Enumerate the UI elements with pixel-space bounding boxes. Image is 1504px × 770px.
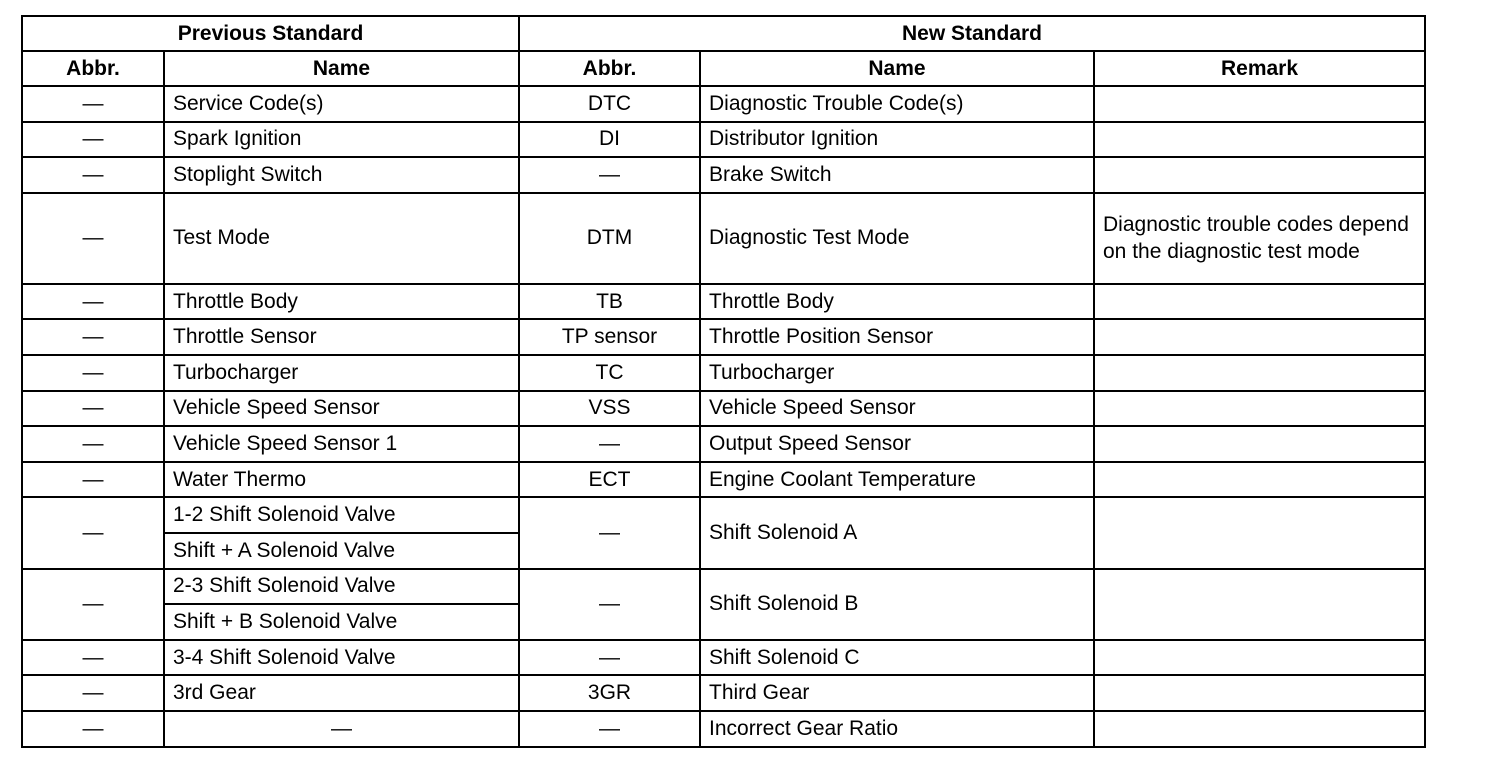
new-name-cell: Throttle Body xyxy=(700,284,1094,320)
table-row xyxy=(22,86,1425,122)
prev-abbr-cell: — xyxy=(22,569,164,640)
prev-name-cell: 2-3 Shift Solenoid Valve xyxy=(164,569,519,605)
table-row xyxy=(22,426,1425,462)
table-row xyxy=(22,319,1425,355)
prev-name-cell: Shift + A Solenoid Valve xyxy=(164,533,519,569)
table-row xyxy=(22,569,1425,605)
remark-cell xyxy=(1094,86,1425,122)
remark-cell xyxy=(1094,319,1425,355)
prev-abbr-cell: — xyxy=(22,284,164,320)
new-abbr-cell: — xyxy=(519,640,700,676)
prev-name-cell: 1-2 Shift Solenoid Valve xyxy=(164,497,519,533)
prev-abbr-cell: — xyxy=(22,355,164,391)
new-name-cell: Incorrect Gear Ratio xyxy=(700,711,1094,747)
table-row xyxy=(22,391,1425,427)
prev-abbr-cell: — xyxy=(22,640,164,676)
new-name-cell: Output Speed Sensor xyxy=(700,426,1094,462)
prev-name-cell: Test Mode xyxy=(164,193,519,284)
remark-cell xyxy=(1094,122,1425,158)
new-abbr-cell: DI xyxy=(519,122,700,158)
column-header-row xyxy=(22,51,1425,86)
new-standard-header: New Standard xyxy=(519,16,1425,51)
table-row xyxy=(22,284,1425,320)
remark-cell xyxy=(1094,497,1425,568)
new-name-cell: Shift Solenoid A xyxy=(700,497,1094,568)
table-row xyxy=(22,122,1425,158)
remark-cell xyxy=(1094,355,1425,391)
new-abbr-cell: DTM xyxy=(519,193,700,284)
abbreviation-standards-table xyxy=(21,15,1426,748)
prev-name-cell: 3rd Gear xyxy=(164,675,519,711)
prev-name-cell: Stoplight Switch xyxy=(164,157,519,193)
prev-abbr-cell: — xyxy=(22,497,164,568)
prev-name-cell: — xyxy=(164,711,519,747)
new-abbr-cell: TC xyxy=(519,355,700,391)
new-abbr-cell: DTC xyxy=(519,86,700,122)
new-name-cell: Shift Solenoid C xyxy=(700,640,1094,676)
prev-abbr-cell: — xyxy=(22,462,164,498)
remark-cell: Diagnostic trouble codes depend on the diagnostic test mode xyxy=(1094,193,1425,284)
new-abbr-header: Abbr. xyxy=(519,51,700,86)
table-row xyxy=(22,711,1425,747)
new-abbr-cell: — xyxy=(519,569,700,640)
table-row xyxy=(22,497,1425,533)
new-name-cell: Vehicle Speed Sensor xyxy=(700,391,1094,427)
remark-cell xyxy=(1094,675,1425,711)
prev-name-cell: Shift + B Solenoid Valve xyxy=(164,604,519,640)
prev-name-cell: Vehicle Speed Sensor 1 xyxy=(164,426,519,462)
remark-header: Remark xyxy=(1094,51,1425,86)
new-name-cell: Third Gear xyxy=(700,675,1094,711)
previous-standard-header: Previous Standard xyxy=(22,16,519,51)
remark-cell xyxy=(1094,157,1425,193)
new-abbr-cell: — xyxy=(519,497,700,568)
prev-abbr-cell: — xyxy=(22,86,164,122)
prev-abbr-cell: — xyxy=(22,319,164,355)
prev-abbr-cell: — xyxy=(22,391,164,427)
prev-abbr-cell: — xyxy=(22,122,164,158)
prev-abbr-cell: — xyxy=(22,675,164,711)
new-name-cell: Shift Solenoid B xyxy=(700,569,1094,640)
new-name-cell: Diagnostic Trouble Code(s) xyxy=(700,86,1094,122)
table-row xyxy=(22,193,1425,284)
remark-cell xyxy=(1094,569,1425,640)
group-header-row xyxy=(22,16,1425,51)
prev-name-cell: Throttle Sensor xyxy=(164,319,519,355)
remark-cell xyxy=(1094,462,1425,498)
table-row xyxy=(22,640,1425,676)
prev-name-cell: Turbocharger xyxy=(164,355,519,391)
prev-name-header: Name xyxy=(164,51,519,86)
new-abbr-cell: 3GR xyxy=(519,675,700,711)
new-abbr-cell: — xyxy=(519,426,700,462)
remark-cell xyxy=(1094,640,1425,676)
remark-cell xyxy=(1094,391,1425,427)
remark-cell xyxy=(1094,426,1425,462)
new-abbr-cell: VSS xyxy=(519,391,700,427)
new-abbr-cell: TB xyxy=(519,284,700,320)
prev-name-cell: 3-4 Shift Solenoid Valve xyxy=(164,640,519,676)
remark-cell xyxy=(1094,711,1425,747)
prev-abbr-cell: — xyxy=(22,193,164,284)
new-abbr-cell: TP sensor xyxy=(519,319,700,355)
new-name-header: Name xyxy=(700,51,1094,86)
new-name-cell: Turbocharger xyxy=(700,355,1094,391)
table-row xyxy=(22,462,1425,498)
prev-abbr-cell: — xyxy=(22,426,164,462)
table-row xyxy=(22,157,1425,193)
table-row xyxy=(22,675,1425,711)
new-abbr-cell: — xyxy=(519,157,700,193)
new-name-cell: Brake Switch xyxy=(700,157,1094,193)
table-row xyxy=(22,355,1425,391)
new-name-cell: Diagnostic Test Mode xyxy=(700,193,1094,284)
prev-name-cell: Service Code(s) xyxy=(164,86,519,122)
prev-abbr-cell: — xyxy=(22,157,164,193)
prev-name-cell: Spark Ignition xyxy=(164,122,519,158)
new-name-cell: Throttle Position Sensor xyxy=(700,319,1094,355)
prev-name-cell: Throttle Body xyxy=(164,284,519,320)
remark-cell xyxy=(1094,284,1425,320)
prev-name-cell: Water Thermo xyxy=(164,462,519,498)
prev-name-cell: Vehicle Speed Sensor xyxy=(164,391,519,427)
new-name-cell: Distributor Ignition xyxy=(700,122,1094,158)
new-abbr-cell: — xyxy=(519,711,700,747)
prev-abbr-header: Abbr. xyxy=(22,51,164,86)
new-abbr-cell: ECT xyxy=(519,462,700,498)
prev-abbr-cell: — xyxy=(22,711,164,747)
new-name-cell: Engine Coolant Temperature xyxy=(700,462,1094,498)
